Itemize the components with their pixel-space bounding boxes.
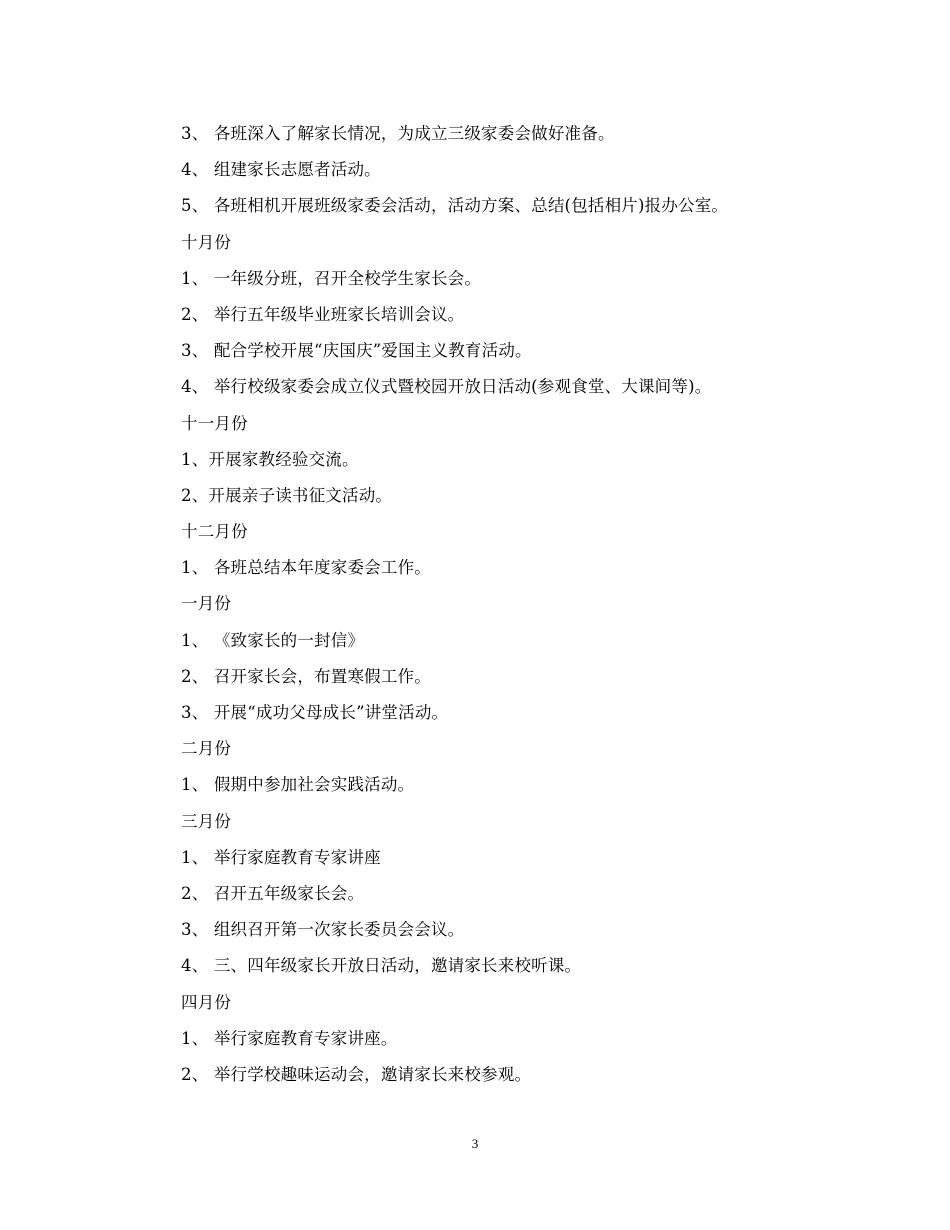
text-line: 3、 各班深入了解家长情况，为成立三级家委会做好准备。 <box>181 124 615 143</box>
text-line: 2、开展亲子读书征文活动。 <box>181 485 393 505</box>
text-line: 1、 假期中参加社会实践活动。 <box>181 775 415 795</box>
text-line: 1、 各班总结本年度家委会工作。 <box>181 558 431 578</box>
text-line: 3、 组织召开第一次家长委员会会议。 <box>181 920 465 940</box>
month-heading: 一月份 <box>181 594 232 614</box>
text-line: 1、开展家教经验交流。 <box>181 449 359 469</box>
month-heading: 十二月份 <box>181 522 248 542</box>
text-line: 2、 举行学校趣味运动会，邀请家长来校参观。 <box>181 1064 532 1084</box>
text-line: 4、 三、四年级家长开放日活动，邀请家长来校听课。 <box>181 956 582 976</box>
document-body <box>181 116 861 1093</box>
text-line: 4、 组建家长志愿者活动。 <box>181 160 381 180</box>
text-line: 1、 举行家庭教育专家讲座。 <box>181 1028 398 1048</box>
month-heading: 四月份 <box>181 992 232 1012</box>
month-heading: 十月份 <box>181 232 232 252</box>
text-line: 3、 开展“成功父母成长”讲堂活动。 <box>181 703 449 722</box>
text-line: 3、 配合学校开展“庆国庆”爱国主义教育活动。 <box>181 341 532 361</box>
month-heading: 三月份 <box>181 811 232 831</box>
text-line: 2、 召开家长会，布置寒假工作。 <box>181 666 431 686</box>
text-line: 1、 一年级分班，召开全校学生家长会。 <box>181 268 482 288</box>
text-line: 2、 举行五年级毕业班家长培训会议。 <box>181 304 465 324</box>
page-number: 3 <box>471 1136 479 1151</box>
text-line: 2、 召开五年级家长会。 <box>181 883 365 903</box>
text-line: 4、 举行校级家委会成立仪式暨校园开放日活动(参观食堂、大课间等)。 <box>181 377 712 397</box>
text-line: 1、 举行家庭教育专家讲座 <box>181 847 381 867</box>
month-heading: 十一月份 <box>181 413 248 433</box>
text-line: 5、 各班相机开展班级家委会活动，活动方案、总结(包括相片)报办公室。 <box>181 196 729 216</box>
text-line: 1、 《致家长的一封信》 <box>181 630 365 650</box>
month-heading: 二月份 <box>181 739 232 759</box>
